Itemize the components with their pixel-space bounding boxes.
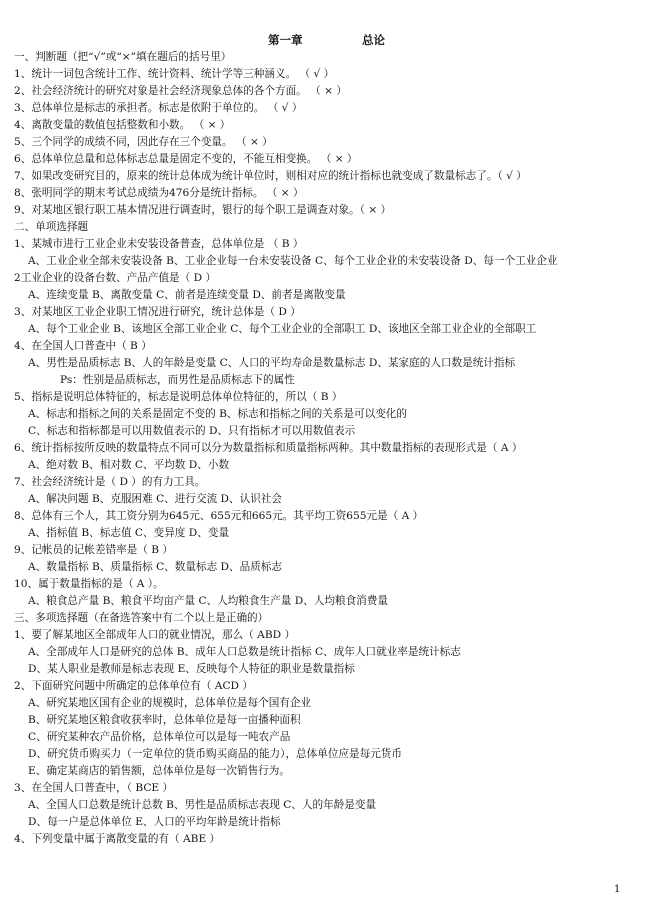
section-heading: 二、单项选择题 (14, 221, 89, 233)
question-line: 10、属于数量指标的是（ A ）。 (14, 578, 164, 590)
question-line: 5、三个同学的成绩不同，因此存在三个变量。 （ × ） (14, 136, 273, 148)
question-line: 9、对某地区银行职工基本情况进行调查时，银行的每个职工是调查对象。（ × ） (14, 204, 392, 216)
question-line: 2、下面研究问题中所确定的总体单位有（ ACD ） (14, 680, 254, 692)
option-line: A、指标值 B、标志值 C、变异度 D、变量 (28, 527, 230, 539)
question-line: 6、总体单位总量和总体标志总量是固定不变的，不能互相变换。 （ × ） (14, 153, 358, 165)
question-line: 5、指标是说明总体特征的，标志是说明总体单位特征的，所以（ B ） (14, 391, 343, 403)
question-line: 8、张明同学的期末考试总成绩为476分是统计指标。 （ × ） (14, 187, 304, 199)
question-line: 3、总体单位是标志的承担者。标志是依附于单位的。 （ √ ） (14, 102, 303, 114)
section-heading: 一、判断题（把“√”或“×”填在题后的括号里） (14, 51, 232, 63)
option-line: A、标志和指标之间的关系是固定不变的 B、标志和指标之间的关系是可以变化的 (28, 408, 407, 420)
option-line: C、研究某种农产品价格，总体单位可以是每一吨农产品 (28, 731, 291, 743)
question-line: 7、社会经济统计是（ D ）的有力工具。 (14, 476, 206, 488)
option-line: A、数量指标 B、质量指标 C、数量标志 D、品质标志 (28, 561, 283, 573)
option-line: A、连续变量 B、离散变量 C、前者是连续变量 D、前者是离散变量 (28, 289, 346, 301)
question-line: 1、某城市进行工业企业未安装设备普查，总体单位是 （ B ） (14, 238, 304, 250)
option-line: D、每一户是总体单位 E、人口的平均年龄是统计指标 (28, 816, 281, 828)
option-line: A、研究某地区国有企业的规模时，总体单位是每个国有企业 (28, 697, 312, 709)
option-line: A、工业企业全部未安装设备 B、工业企业每一台未安装设备 C、每个工业企业的未安装设备 D、每一个工业企业 (28, 255, 558, 267)
section-heading: 三、多项选择题（在备选答案中有二个以上是正确的） (14, 612, 269, 624)
option-line: A、男性是品质标志 B、人的年龄是变量 C、人口的平均寿命是数量标志 D、某家庭的人口数是统计指标 (28, 357, 516, 369)
question-line: 1、统计一词包含统计工作、统计资料、统计学等三种涵义。 （ √ ） (14, 68, 335, 80)
page-number: 1 (614, 884, 621, 895)
question-line: 1、要了解某地区全部成年人口的就业情况，那么（ ABD ） (14, 629, 296, 641)
option-line: C、标志和指标都是可以用数值表示的 D、只有指标才可以用数值表示 (28, 425, 356, 437)
option-line: A、全国人口总数是统计总数 B、男性是品质标志表现 C、人的年龄是变量 (28, 799, 377, 811)
question-line: 9、记帐员的记帐差错率是（ B ） (14, 544, 173, 556)
question-line: 6、统计指标按所反映的数量特点不同可以分为数量指标和质量指标两种。其中数量指标的表现形式是（ A ） (14, 442, 523, 454)
option-line: D、研究货币购买力（一定单位的货币购买商品的能力），总体单位应是每元货币 (28, 748, 402, 760)
option-line: A、绝对数 B、相对数 C、平均数 D、小数 (28, 459, 230, 471)
option-line: E、确定某商店的销售额，总体单位是每一次销售行为。 (28, 765, 290, 777)
question-line: 4、在全国人口普查中（ B ） (14, 340, 152, 352)
option-line: A、全部成年人口是研究的总体 B、成年人口总数是统计指标 C、成年人口就业率是统计标志 (28, 646, 461, 658)
question-line: 3、对某地区工业企业职工情况进行研究，统计总体是（ D ） (14, 306, 301, 318)
chapter-title-number: 第一章 (268, 33, 303, 47)
question-line: 4、下列变量中属于离散变量的有（ ABE ） (14, 833, 221, 845)
option-line: A、每个工业企业 B、该地区全部工业企业 C、每个工业企业的全部职工 D、该地区全部工业企业的全部职工 (28, 323, 537, 335)
question-line: 2、社会经济统计的研究对象是社会经济现象总体的各个方面。 （ × ） (14, 85, 347, 97)
chapter-title-text: 总论 (362, 33, 385, 47)
option-line: D、某人职业是教师是标志表现 E、反映每个人特征的职业是数量指标 (28, 663, 355, 675)
option-line: A、粮食总产量 B、粮食平均亩产量 C、人均粮食生产量 D、人均粮食消费量 (28, 595, 388, 607)
question-line: 7、如果改变研究目的，原来的统计总体成为统计单位时，则相对应的统计指标也就变成了数量标志了。（ √ ） (14, 170, 527, 182)
question-line: 8、总体有三个人，其工资分别为645元、655元和665元。其平均工资655元是（ A ） (14, 510, 424, 522)
option-line: B、研究某地区粮食收获率时，总体单位是每一亩播种面积 (28, 714, 301, 726)
note-line: Ps：性别是品质标志，而男性是品质标志下的属性 (60, 374, 295, 386)
option-line: A、解决问题 B、克服困难 C、进行交流 D、认识社会 (28, 493, 283, 505)
question-line: 2工业企业的设备台数、产品产值是（ D ） (14, 272, 217, 284)
question-line: 4、离散变量的数值包括整数和小数。 （ × ） (14, 119, 231, 131)
question-line: 3、在全国人口普查中，（ BCE ） (14, 782, 174, 794)
